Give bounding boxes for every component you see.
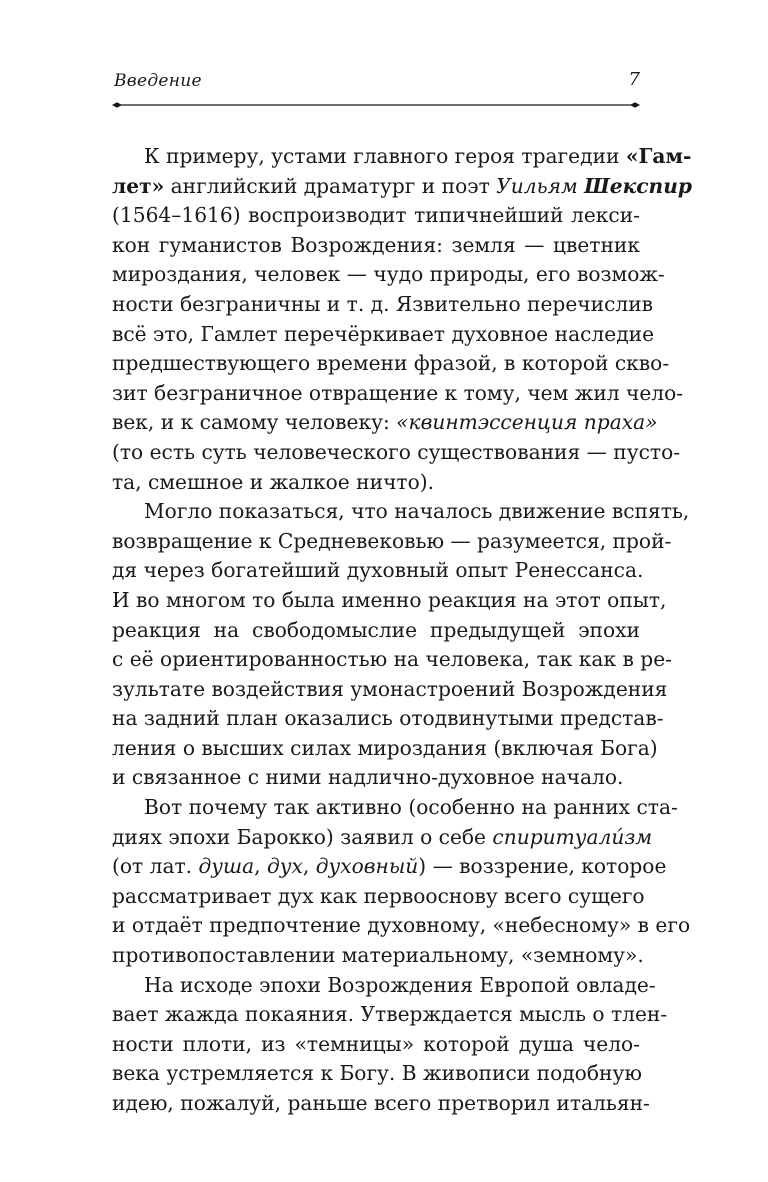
emphasis-text: Шекспир: [584, 173, 692, 198]
paragraph: [112, 971, 668, 1119]
text-run: зультате воздействия умонастроений Возрождения: [112, 676, 668, 701]
text-line: [112, 231, 640, 261]
text-line: [112, 1059, 640, 1089]
text-run: Могло показаться, что началось движение вспять,: [144, 499, 690, 524]
text-line: [112, 379, 684, 409]
text-line: [112, 527, 672, 557]
emphasis-text: дух: [267, 854, 303, 879]
text-run: вает жажда покаяния. Утверждается мысль о тлен-: [112, 1002, 668, 1027]
text-run: И во многом то была именно реакция на этот опыт,: [112, 587, 667, 612]
emphasis-text: Уильям: [496, 173, 585, 198]
emphasis-text: лет»: [112, 173, 165, 198]
text-run: ности безграничны и т. д. Язвительно перечислив: [112, 291, 654, 316]
text-line: [112, 320, 655, 350]
text-run: и отдаёт предпочтение духовному, «небесному» в его: [112, 913, 691, 938]
emphasis-text: спиритуали́зм: [492, 824, 653, 849]
running-header: [112, 64, 640, 104]
text-run: Вот почему так активно (особенно на ранних ста-: [144, 795, 678, 820]
text-line: [112, 1030, 640, 1060]
text-line: [112, 201, 640, 231]
text-line: [112, 911, 691, 941]
text-line: [112, 793, 678, 823]
text-run: возвращение к Средневековью — разумеется, прой-: [112, 528, 672, 553]
text-run: диях эпохи Барокко) заявил о себе: [112, 824, 493, 849]
text-run: ) — воззрение, которое: [418, 854, 667, 879]
text-line: [112, 645, 672, 675]
text-line: [112, 172, 692, 202]
body-text: [112, 142, 692, 1119]
text-run: и связанное с ними надлично-духовное начало.: [112, 765, 624, 790]
emphasis-text: душа: [198, 854, 255, 879]
text-run: всё это, Гамлет перечёркивает духовное наследие: [112, 321, 655, 346]
text-run: на задний план оказались отодвинутыми представ-: [112, 706, 664, 731]
emphasis-text: духовный: [315, 854, 419, 879]
text-run: ности плоти, из «темницы» которой душа чело-: [112, 1031, 640, 1056]
text-line: [112, 438, 681, 468]
text-line: [112, 941, 644, 971]
text-run: мироздания, человек — чудо природы, его возмож-: [112, 262, 665, 287]
text-line: [112, 142, 692, 172]
text-run: реакция на свободомыслие предыдущей эпохи: [112, 617, 640, 642]
text-run: зит безграничное отвращение к тому, чем жил чело-: [112, 380, 684, 405]
text-line: [112, 704, 664, 734]
emphasis-text: «Гам-: [625, 144, 692, 168]
text-line: [112, 882, 645, 912]
right-diamond-icon: [630, 102, 640, 108]
text-run: ,: [254, 854, 267, 879]
text-run: ления о высших силах мироздания (включая Бога): [112, 735, 658, 760]
text-run: кон гуманистов Возрождения: земля — цветник: [112, 232, 640, 257]
paragraph: [112, 497, 690, 793]
text-line: [112, 1089, 650, 1119]
text-run: (от лат.: [112, 854, 199, 879]
text-run: На исходе эпохи Возрождения Европой овладе-: [144, 972, 656, 997]
text-line: [112, 468, 640, 498]
text-line: [112, 408, 658, 438]
page-number: 7: [628, 69, 640, 90]
paragraph: [112, 793, 691, 971]
text-line: [112, 586, 667, 616]
text-run: (то есть суть человеческого существования — пусто-: [112, 439, 681, 464]
text-run: английский драматург и поэт: [164, 173, 497, 198]
text-run: К примеру, устами главного героя трагедии: [144, 144, 626, 168]
text-line: [112, 290, 654, 320]
text-line: [112, 852, 667, 882]
text-line: [112, 1000, 668, 1030]
text-line: [112, 556, 644, 586]
text-line: [112, 260, 665, 290]
text-run: рассматривает дух как первооснову всего сущего: [112, 883, 645, 908]
emphasis-text: «квинтэссенция праха»: [396, 410, 658, 435]
left-diamond-icon: [112, 102, 122, 108]
text-run: предшествующего времени фразой, в которой скво-: [112, 351, 670, 376]
text-run: ,: [302, 854, 316, 879]
header-rule-ornament: [112, 101, 640, 109]
text-run: дя через богатейший духовный опыт Ренессанса.: [112, 558, 644, 583]
text-line: [112, 349, 670, 379]
text-line: [112, 823, 653, 853]
text-run: век, и к самому человеку:: [112, 410, 397, 435]
text-run: (1564–1616) воспроизводит типичнейший лекси-: [112, 203, 640, 228]
text-line: [112, 734, 658, 764]
text-run: противопоставлении материальному, «земному».: [112, 943, 644, 968]
text-line: [112, 763, 640, 793]
text-line: [112, 675, 668, 705]
text-line: [112, 616, 640, 646]
text-run: века устремляется к Богу. В живописи подобную: [112, 1061, 642, 1086]
text-line: [112, 971, 656, 1001]
chapter-title: Введение: [114, 71, 202, 91]
text-line: [112, 497, 690, 527]
text-run: идею, пожалуй, раньше всего претворил итальян-: [112, 1091, 650, 1115]
paragraph: [112, 142, 692, 497]
text-run: та, смешное и жалкое ничто).: [112, 469, 435, 494]
text-run: с её ориентированностью на человека, так как в ре-: [112, 647, 672, 672]
